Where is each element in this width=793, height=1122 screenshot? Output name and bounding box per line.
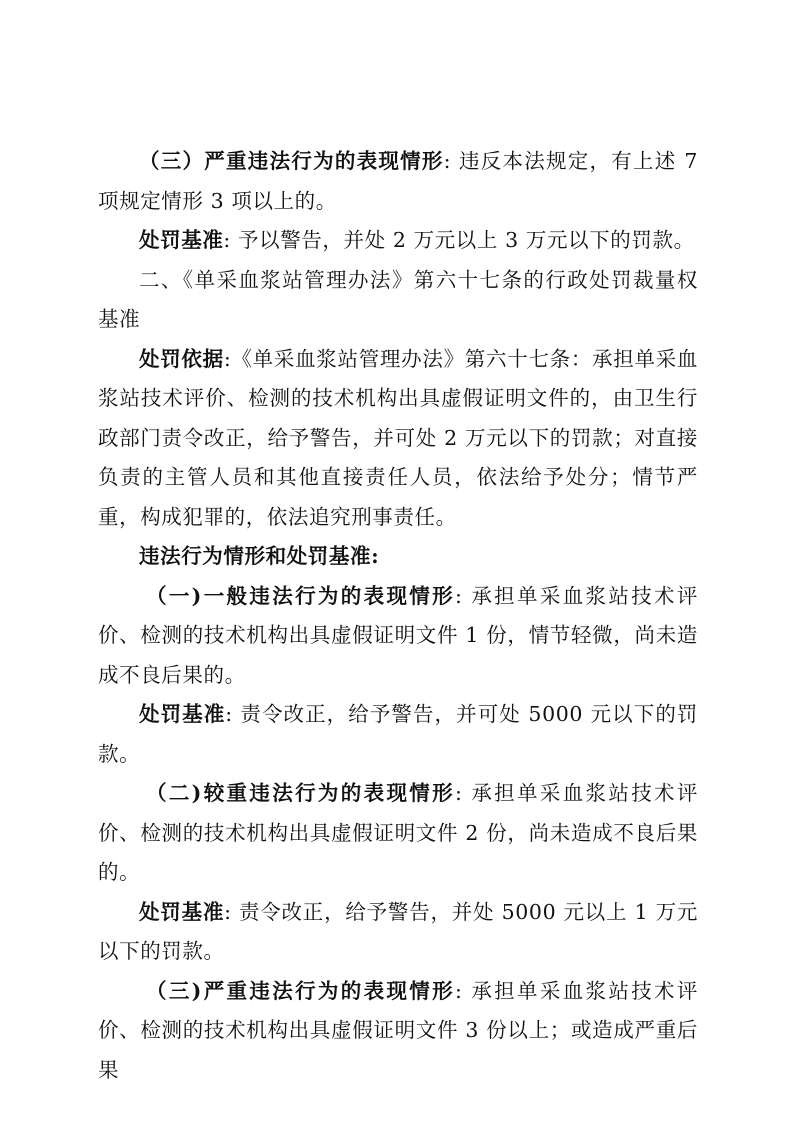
paragraph-text: : 承担单采血浆站技术评价、检测的技术机构出具虚假证明文件 1 份，情节轻微，尚未造成不良后果的。 xyxy=(98,583,698,687)
paragraph-general-violation xyxy=(98,577,698,696)
paragraph-penalty-grounds xyxy=(98,340,698,538)
paragraph-text: :《单采血浆站管理办法》第六十七条：承担单采血浆站技术评价、检测的技术机构出具虚假证明文件的，由卫生行政部门责令改正，给予警告，并可处 2 万元以下的罚款；对直接负责的主管人员和其他直接责任人员，依法给予处分；情节严重，构成犯罪的，依法追究刑事责任。 xyxy=(98,346,698,529)
paragraph-text: : 予以警告，并处 2 万元以上 3 万元以下的罚款。 xyxy=(223,228,695,252)
paragraph-heading: （一)一般违法行为的表现情形 xyxy=(146,583,455,608)
paragraph-penalty-basis-3 xyxy=(98,893,698,972)
paragraph-text: : 责令改正，给予警告，并可处 5000 元以下的罚款。 xyxy=(98,702,698,766)
paragraph-serious-violation xyxy=(98,774,698,893)
paragraph-heading: （三）严重违法行为的表现情形 xyxy=(139,149,444,173)
paragraph-text: : 责令改正，给予警告，并处 5000 元以上 1 万元以下的罚款。 xyxy=(98,899,698,963)
paragraph-heading: （二)较重违法行为的表现情形 xyxy=(146,781,455,805)
paragraph-text: : 承担单采血浆站技术评价、检测的技术机构出具虚假证明文件 3 份以上；或造成严重后果 xyxy=(98,978,698,1082)
paragraph-heading: 处罚基准 xyxy=(139,899,225,924)
paragraph-severe-violation-1 xyxy=(98,142,698,221)
section-heading-article-67 xyxy=(98,261,698,340)
paragraph-penalty-basis-1 xyxy=(98,221,698,261)
paragraph-heading: 处罚基准 xyxy=(139,702,226,726)
paragraph-heading: 违法行为情形和处罚基准: xyxy=(139,544,380,568)
paragraph-heading: 处罚基准 xyxy=(139,228,224,252)
paragraph-heading: 处罚依据 xyxy=(139,346,224,371)
paragraph-violation-standards-heading xyxy=(98,537,698,577)
paragraph-text: 二、《单采血浆站管理办法》第六十七条的行政处罚裁量权基准 xyxy=(98,267,698,331)
paragraph-text: : 承担单采血浆站技术评价、检测的技术机构出具虚假证明文件 2 份，尚未造成不良后果的。 xyxy=(98,781,698,884)
paragraph-severe-violation-2 xyxy=(98,972,698,1091)
paragraph-text: : 违反本法规定，有上述 7 项规定情形 3 项以上的。 xyxy=(98,149,698,213)
paragraph-heading: （三)严重违法行为的表现情形 xyxy=(146,978,455,1003)
paragraph-penalty-basis-2 xyxy=(98,695,698,774)
document-body xyxy=(98,142,698,1090)
